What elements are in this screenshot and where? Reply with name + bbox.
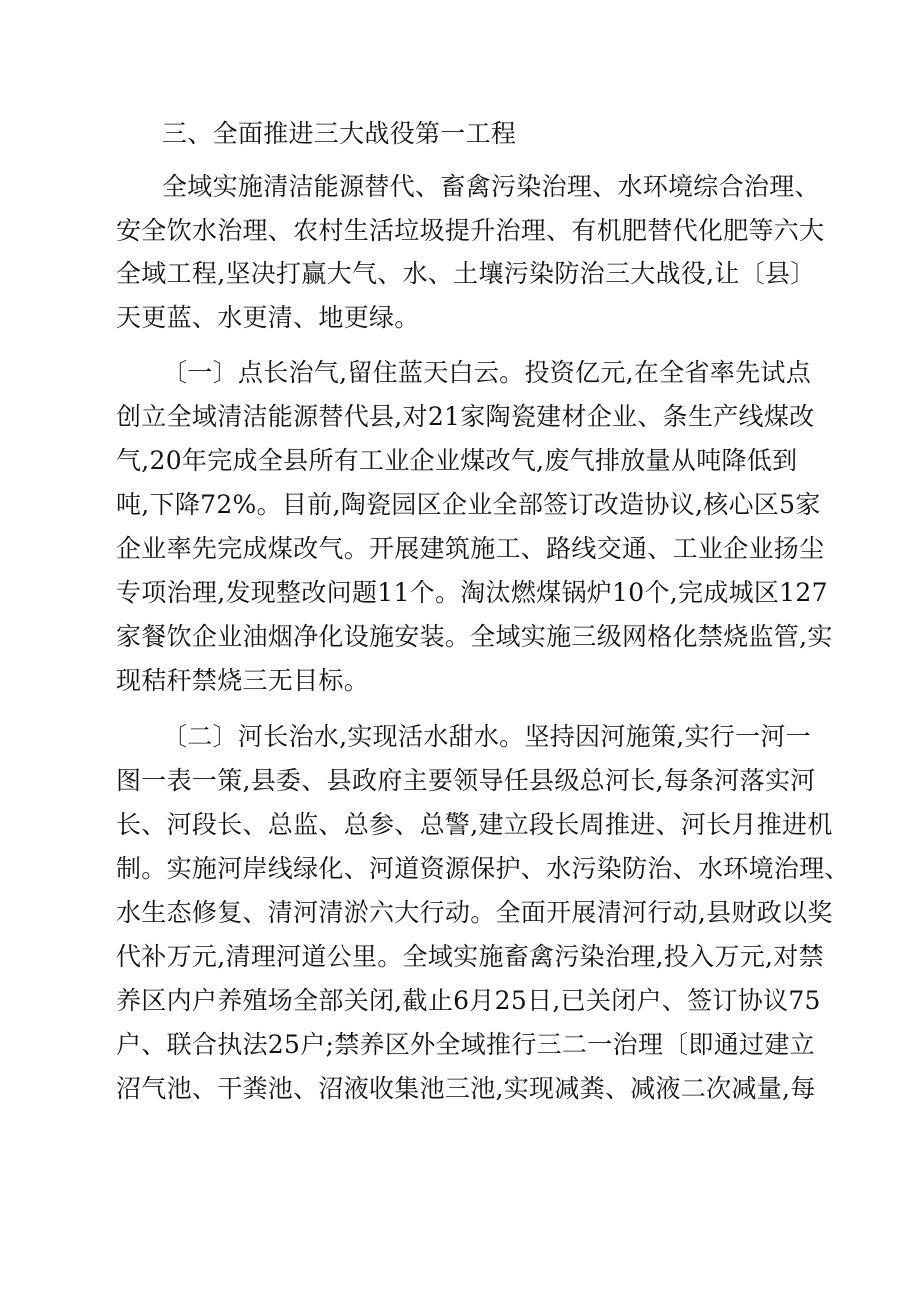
paragraph-line: 专项治理,发现整改问题11个。淘汰燃煤锅炉10个,完成城区127 (116, 578, 828, 607)
paragraph-line: 家餐饮企业油烟净化设施安装。全域实施三级网格化禁烧监管,实 (116, 622, 833, 651)
section-heading: 三、全面推进三大战役第一工程 (162, 119, 517, 148)
paragraph-line: 企业率先完成煤改气。开展建筑施工、路线交通、工业企业扬尘 (116, 534, 825, 563)
paragraph-line: 〔二〕河长治水,实现活水甜水。坚持因河施策,实行一河一 (162, 722, 811, 751)
paragraph-line: 〔一〕点长治气,留住蓝天白云。投资亿元,在全省率先试点 (162, 358, 811, 387)
paragraph-line: 天更蓝、水更清、地更绿。 (116, 303, 420, 332)
paragraph-line: 全域实施清洁能源替代、畜禽污染治理、水环境综合治理、 (162, 172, 820, 201)
paragraph-line: 现秸秆禁烧三无目标。 (116, 666, 370, 695)
paragraph-line: 水生态修复、清河清淤六大行动。全面开展清河行动,县财政以奖 (116, 898, 833, 927)
paragraph-line: 创立全域清洁能源替代县,对21家陶瓷建材企业、条生产线煤改 (116, 402, 815, 431)
paragraph-line: 制。实施河岸线绿化、河道资源保护、水污染防治、水环境治理、 (116, 854, 850, 883)
paragraph-line: 吨,下降72%。目前,陶瓷园区企业全部签订改造协议,核心区5家 (116, 490, 821, 519)
paragraph-line: 沼气池、干粪池、沼液收集池三池,实现减粪、减液二次减量,每 (116, 1074, 816, 1103)
paragraph-line: 代补万元,清理河道公里。全域实施畜禽污染治理,投入万元,对禁 (116, 942, 824, 971)
paragraph-line: 气,20年完成全县所有工业企业煤改气,废气排放量从吨降低到 (116, 446, 798, 475)
paragraph-line: 全域工程,坚决打赢大气、水、土壤污染防治三大战役,让〔县〕 (116, 259, 816, 288)
paragraph-line: 安全饮水治理、农村生活垃圾提升治理、有机肥替代化肥等六大 (116, 216, 825, 245)
paragraph-line: 养区内户养殖场全部关闭,截止6月25日,已关闭户、签订协议75 (116, 986, 821, 1015)
paragraph-line: 图一表一策,县委、县政府主要领导任县级总河长,每条河落实河 (116, 766, 816, 795)
paragraph-line: 户、联合执法25户;禁养区外全域推行三二一治理〔即通过建立 (116, 1030, 815, 1059)
paragraph-line: 长、河段长、总监、总参、总警,建立段长周推进、河长月推进机 (116, 810, 833, 839)
